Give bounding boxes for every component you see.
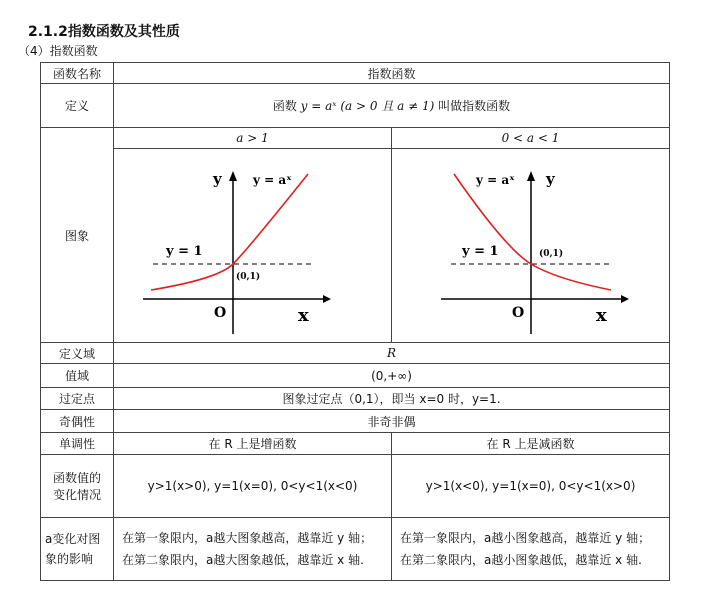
row-name xyxy=(41,63,670,84)
label: 值域 xyxy=(41,364,114,388)
case2: y>1(x<0), y=1(x=0), 0<y<1(x>0) xyxy=(392,455,670,518)
x-label: x xyxy=(595,305,607,326)
line2: 在第二象限内，a越大图象越低，越靠近 x 轴. xyxy=(122,553,364,567)
y-arrow-icon xyxy=(527,171,535,181)
subsection-title: （4）指数函数 xyxy=(18,44,98,58)
label: 定义 xyxy=(41,84,114,128)
case2 xyxy=(392,518,670,581)
graph-increasing xyxy=(114,149,392,343)
formula: y = aˣ (a > 0 且 a ≠ 1) xyxy=(300,99,435,113)
exponential-function-table xyxy=(40,62,670,581)
label: 函数名称 xyxy=(41,63,114,84)
label: 奇偶性 xyxy=(41,410,114,433)
value: R xyxy=(114,343,670,364)
case1-header: a > 1 xyxy=(114,128,392,149)
row-graph xyxy=(41,149,670,343)
label: 过定点 xyxy=(41,388,114,410)
origin-label: O xyxy=(511,305,524,321)
x-arrow-icon xyxy=(621,295,629,303)
row-domain xyxy=(41,343,670,364)
y-label: y xyxy=(212,170,222,188)
label: 图象 xyxy=(41,128,114,343)
y-label: y xyxy=(545,170,555,188)
row-effect xyxy=(41,518,670,581)
curve-label: y = aˣ xyxy=(252,173,292,187)
prefix: 函数 xyxy=(272,99,297,113)
case2: 在 R 上是减函数 xyxy=(392,433,670,455)
value: 指数函数 xyxy=(114,63,670,84)
label: 单调性 xyxy=(41,433,114,455)
case1 xyxy=(114,518,392,581)
line2: 在第二象限内，a越小图象越低，越靠近 x 轴. xyxy=(400,553,642,567)
line-label: y = 1 xyxy=(461,244,499,259)
label: 定义域 xyxy=(41,343,114,364)
value xyxy=(114,84,670,128)
value: (0,+∞) xyxy=(114,364,670,388)
label: 函数值的变化情况 xyxy=(41,455,114,518)
point-label: (0,1) xyxy=(538,249,563,259)
line-label: y = 1 xyxy=(165,244,203,259)
row-values xyxy=(41,455,670,518)
row-definition xyxy=(41,84,670,128)
curve xyxy=(151,174,308,290)
row-monotonic xyxy=(41,433,670,455)
origin-label: O xyxy=(213,305,226,321)
section-title: 2.1.2指数函数及其性质 xyxy=(28,24,180,40)
point-label: (0,1) xyxy=(235,272,260,282)
line1: 在第一象限内，a越大图象越高，越靠近 y 轴； xyxy=(122,531,373,545)
case1: y>1(x>0), y=1(x=0), 0<y<1(x<0) xyxy=(114,455,392,518)
case1: 在 R 上是增函数 xyxy=(114,433,392,455)
curve xyxy=(454,174,611,290)
y-arrow-icon xyxy=(229,171,237,181)
graph-decreasing xyxy=(392,149,670,343)
row-graph-header xyxy=(41,128,670,149)
label: a变化对图象的影响 xyxy=(41,518,114,581)
x-arrow-icon xyxy=(323,295,331,303)
row-parity xyxy=(41,410,670,433)
case2-header: 0 < a < 1 xyxy=(392,128,670,149)
line1: 在第一象限内，a越小图象越高，越靠近 y 轴； xyxy=(400,531,651,545)
row-range xyxy=(41,364,670,388)
x-label: x xyxy=(297,305,309,326)
suffix: 叫做指数函数 xyxy=(438,99,511,113)
curve-label: y = aˣ xyxy=(475,173,515,187)
value: 非奇非偶 xyxy=(114,410,670,433)
row-fixed-point xyxy=(41,388,670,410)
value: 图象过定点（0,1），即当 x=0 时，y=1. xyxy=(114,388,670,410)
